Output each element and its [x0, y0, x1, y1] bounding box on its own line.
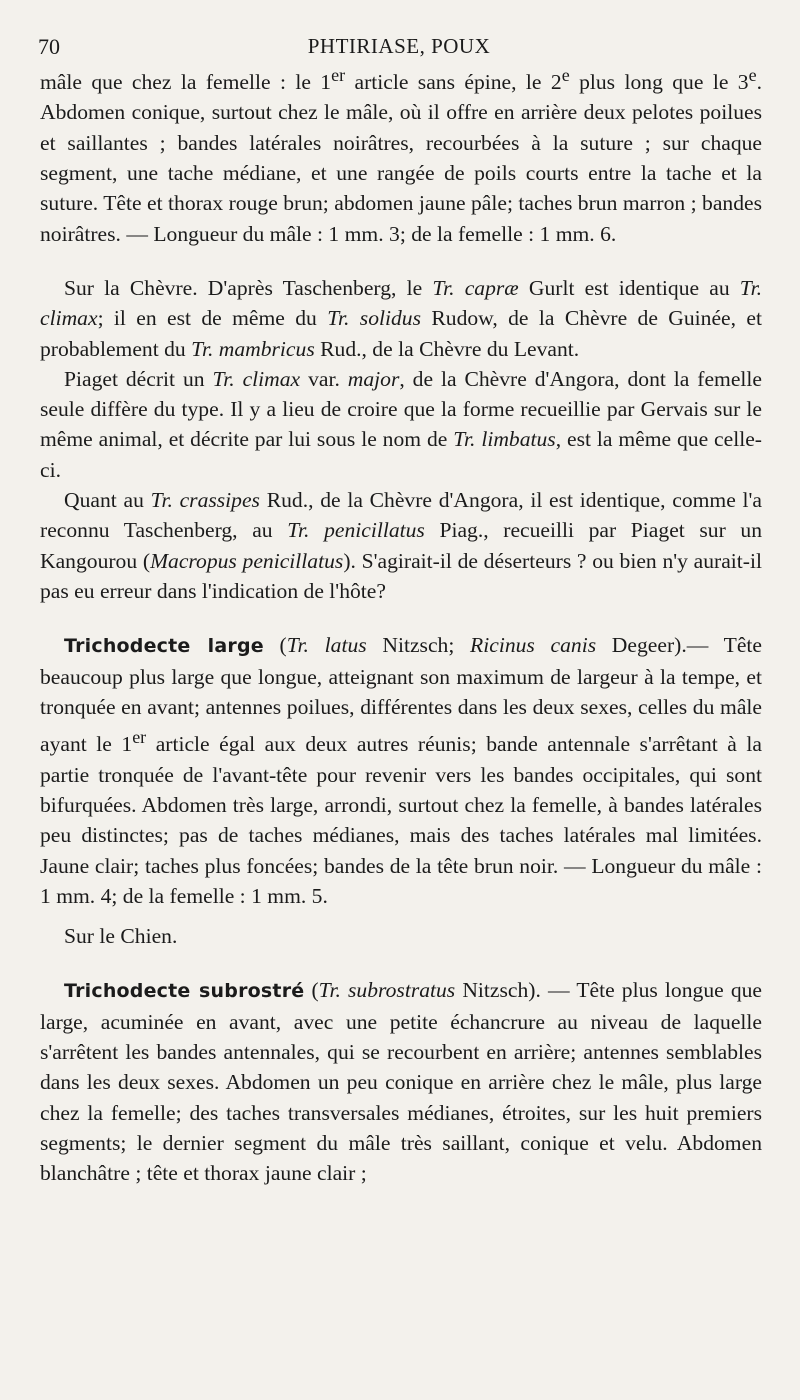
text: Quant au [64, 488, 151, 513]
superscript: er [331, 65, 346, 85]
superscript: e [748, 65, 757, 85]
species-name: Tr. solidus [327, 306, 422, 331]
species-name: Tr. capræ [432, 275, 519, 300]
species-name: Tr. latus [286, 633, 367, 658]
species-name: Tr. subrostratus [318, 978, 456, 1003]
superscript: e [561, 65, 570, 85]
text: Rud., de la Chèvre d'Angora, il est identique, comme l'a reconnu Taschenberg, au [40, 488, 763, 543]
text: Sur la Chèvre. D'après Taschenberg, le [64, 275, 433, 300]
species-name: Tr. limbatus [453, 427, 556, 452]
paragraph-host-chien [40, 921, 762, 951]
text: , est la même que celle-ci. [40, 427, 762, 482]
text: Nitzsch; [366, 633, 471, 658]
page-number: 70 [38, 34, 60, 59]
superscript: er [132, 727, 147, 748]
paragraph-piaget [40, 364, 762, 485]
running-title: PHTIRIASE, POUX [307, 34, 491, 58]
variety-name: major [347, 366, 400, 391]
text: ( [304, 978, 319, 1003]
text: article sans épine, le 2 [345, 70, 562, 95]
text: plus long que le 3 [569, 70, 749, 95]
text: Gurlt est identique au [518, 275, 740, 300]
text: Piaget décrit un [64, 366, 213, 391]
text: Sur le Chien. [64, 924, 178, 949]
text: var. [300, 366, 348, 391]
text: . Abdomen conique, surtout chez le mâle, où il offre en arrière deux pelotes poilues et saillantes ; bandes latérales noirâtres, recourbées à la suture ; sur chaque segment, une tache médiane, et une rangée de poils courts entre la tache et la suture. Tête et thorax rouge brun; abdomen jaune pâle; taches brun marron ; bandes noirâtres. — Longueur du mâle : 1 mm. 3; de la femelle : 1 mm. 6. [40, 70, 762, 246]
species-name: Macropus penicillatus [150, 548, 344, 573]
text: Piag., recueilli par Piaget sur un Kangourou ( [40, 518, 762, 573]
text: article égal aux deux autres réunis; bande antennale s'arrêtant à la partie tronquée de l'avant-tête pour revenir vers les bandes occipitales, qui sont bifurquées. Abdomen très large, arrondi, surtout chez la femelle, à bandes latérales peu distinctes; pas de taches médianes, mais des taches latérales mal limitées. Jaune clair; taches plus foncées; bandes de la tête brun noir. — Longueur du mâle : 1 mm. 4; de la femelle : 1 mm. 5. [40, 732, 762, 908]
entry-trichodecte-large [40, 630, 762, 911]
text: ). S'agirait-il de déserteurs ? ou bien n'y aurait-il pas eu erreur dans l'indication de l'hôte? [40, 548, 762, 603]
text: , de la Chèvre d'Angora, dont la femelle seule diffère du type. Il y a lieu de croire que la forme recueillie par Gervais sur le même animal, et décrite par lui sous le nom de [40, 366, 763, 452]
text: Nitzsch). — Tête plus longue que large, acuminée en avant, avec une petite échancrure au niveau de laquelle s'arrêtent les bandes antennales, qui se recourbent en arrière; antennes semblables dans les deux sexes. Abdomen un peu conique en arrière chez le mâle, plus large chez la femelle; des taches transversales médianes, étroites, sur les huit premiers segments; le dernier segment du mâle très saillant, conique et velu. Abdomen blanchâtre ; tête et thorax jaune clair ; [40, 978, 762, 1186]
text: ; il en est de même du [97, 306, 328, 331]
entry-term: Trichodecte subrostré [64, 980, 305, 1003]
species-name: Tr. mambricus [191, 336, 315, 361]
species-name: Tr. climax [40, 275, 763, 331]
species-name: Tr. climax [212, 366, 301, 391]
paragraph-chevre [40, 273, 762, 364]
text: Rud., de la Chèvre du Levant. [314, 336, 580, 361]
text: Degeer).— Tête beaucoup plus large que longue, atteignant son maximum de largeur à la tempe, et tronquée en avant; antennes poilues, différentes dans les deux sexes, celles du mâle ayant le 1 [40, 633, 762, 757]
species-name: Tr. penicillatus [287, 518, 425, 543]
entry-term: Trichodecte large [64, 635, 264, 658]
paragraph-continued-description [40, 60, 762, 249]
species-name: Ricinus canis [470, 633, 597, 658]
paragraph-crassipes [40, 485, 762, 606]
species-name: Tr. crassipes [150, 488, 260, 513]
entry-trichodecte-subrostre [40, 975, 762, 1188]
text: ( [263, 633, 287, 658]
text: Rudow, de la Chèvre de Guinée, et probablement du [40, 306, 762, 361]
page-body [40, 60, 762, 1188]
text: mâle que chez la femelle : le 1 [40, 70, 332, 95]
